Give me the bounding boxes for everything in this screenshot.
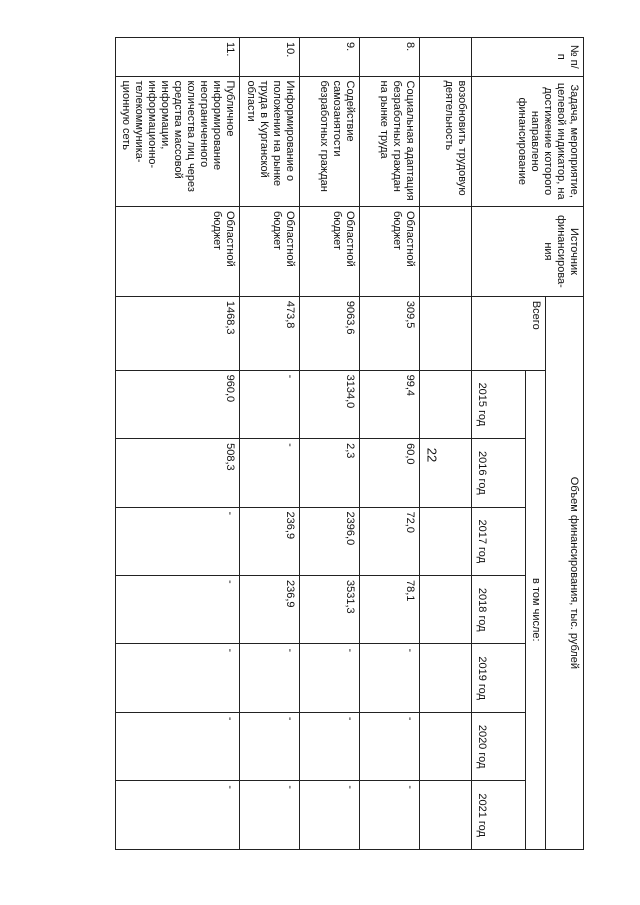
row-year-value: - bbox=[116, 576, 240, 644]
row-task: возобновить трудовую деятельность bbox=[420, 76, 472, 207]
row-total: 1468,3 bbox=[116, 296, 240, 370]
row-source: Областной бюджет bbox=[300, 207, 360, 297]
row-year-value: - bbox=[116, 644, 240, 712]
row-task: Информирование о положении на рынке труда в Курганской области bbox=[240, 76, 300, 207]
row-number bbox=[420, 38, 472, 77]
header-total: Всего bbox=[472, 296, 546, 370]
row-source: Областной бюджет bbox=[360, 207, 420, 297]
header-row-top bbox=[546, 38, 584, 850]
row-year-value bbox=[420, 576, 472, 644]
header-year: 2019 год bbox=[472, 644, 526, 712]
row-year-value: 60,0 bbox=[360, 439, 420, 507]
row-year-value: - bbox=[240, 370, 300, 438]
row-total: 309,5 bbox=[360, 296, 420, 370]
header-task: Задача, мероприятие, целевой индикатор, на достижение которого направлено финансирование bbox=[472, 76, 584, 207]
row-year-value: - bbox=[300, 781, 360, 850]
row-year-value: - bbox=[360, 644, 420, 712]
header-num: № п/п bbox=[472, 38, 584, 77]
row-year-value: 2,3 bbox=[300, 439, 360, 507]
row-year-value bbox=[420, 644, 472, 712]
row-year-value bbox=[420, 370, 472, 438]
row-task: Содействие самозанятости безработных граждан bbox=[300, 76, 360, 207]
row-year-value: 78,1 bbox=[360, 576, 420, 644]
row-year-value: 508,3 bbox=[116, 439, 240, 507]
row-year-value: - bbox=[300, 644, 360, 712]
row-number: 8. bbox=[360, 38, 420, 77]
row-year-value: 72,0 bbox=[360, 507, 420, 575]
row-year-value: - bbox=[116, 712, 240, 780]
row-year-value: - bbox=[240, 712, 300, 780]
row-year-value: 3134,0 bbox=[300, 370, 360, 438]
row-year-value: 99,4 bbox=[360, 370, 420, 438]
header-year: 2015 год bbox=[472, 370, 526, 438]
table-row bbox=[240, 38, 300, 850]
row-source: Областной бюджет bbox=[240, 207, 300, 297]
row-task: Публичное информирование неограниченного количества лиц через средства массовой информации, информационно-телекоммуника-ционную сеть bbox=[116, 76, 240, 207]
row-source bbox=[420, 207, 472, 297]
header-year: 2017 год bbox=[472, 507, 526, 575]
row-number: 9. bbox=[300, 38, 360, 77]
table-row bbox=[420, 38, 472, 850]
table-row bbox=[116, 38, 240, 850]
header-year: 2020 год bbox=[472, 712, 526, 780]
row-year-value: - bbox=[116, 781, 240, 850]
financing-table bbox=[115, 37, 584, 850]
row-year-value: 236,9 bbox=[240, 576, 300, 644]
header-year: 2018 год bbox=[472, 576, 526, 644]
row-year-value: 3531,3 bbox=[300, 576, 360, 644]
row-source: Областной бюджет bbox=[116, 207, 240, 297]
header-year: 2016 год bbox=[472, 439, 526, 507]
table-row bbox=[360, 38, 420, 850]
row-year-value: - bbox=[240, 644, 300, 712]
row-year-value: - bbox=[360, 712, 420, 780]
row-year-value: - bbox=[360, 781, 420, 850]
row-task: Социальная адаптация безработных граждан на рынке труда bbox=[360, 76, 420, 207]
header-including: в том числе: bbox=[526, 370, 546, 849]
row-year-value: - bbox=[300, 712, 360, 780]
financing-table-container bbox=[120, 37, 584, 850]
row-year-value: - bbox=[240, 439, 300, 507]
header-source: Источник финансирова-ния bbox=[472, 207, 584, 297]
row-number: 11. bbox=[116, 38, 240, 77]
row-year-value bbox=[420, 712, 472, 780]
row-year-value bbox=[420, 781, 472, 850]
row-year-value: 236,9 bbox=[240, 507, 300, 575]
row-year-value bbox=[420, 439, 472, 507]
row-year-value: 960,0 bbox=[116, 370, 240, 438]
row-year-value: - bbox=[240, 781, 300, 850]
header-volume: Объем финансирования, тыс. рублей bbox=[546, 296, 584, 849]
row-year-value: 2396,0 bbox=[300, 507, 360, 575]
table-row bbox=[300, 38, 360, 850]
row-total: 9063,6 bbox=[300, 296, 360, 370]
row-total bbox=[420, 296, 472, 370]
page-number: 22 bbox=[424, 447, 440, 463]
row-year-value bbox=[420, 507, 472, 575]
row-number: 10. bbox=[240, 38, 300, 77]
row-total: 473,8 bbox=[240, 296, 300, 370]
row-year-value: - bbox=[116, 507, 240, 575]
header-year: 2021 год bbox=[472, 781, 526, 850]
